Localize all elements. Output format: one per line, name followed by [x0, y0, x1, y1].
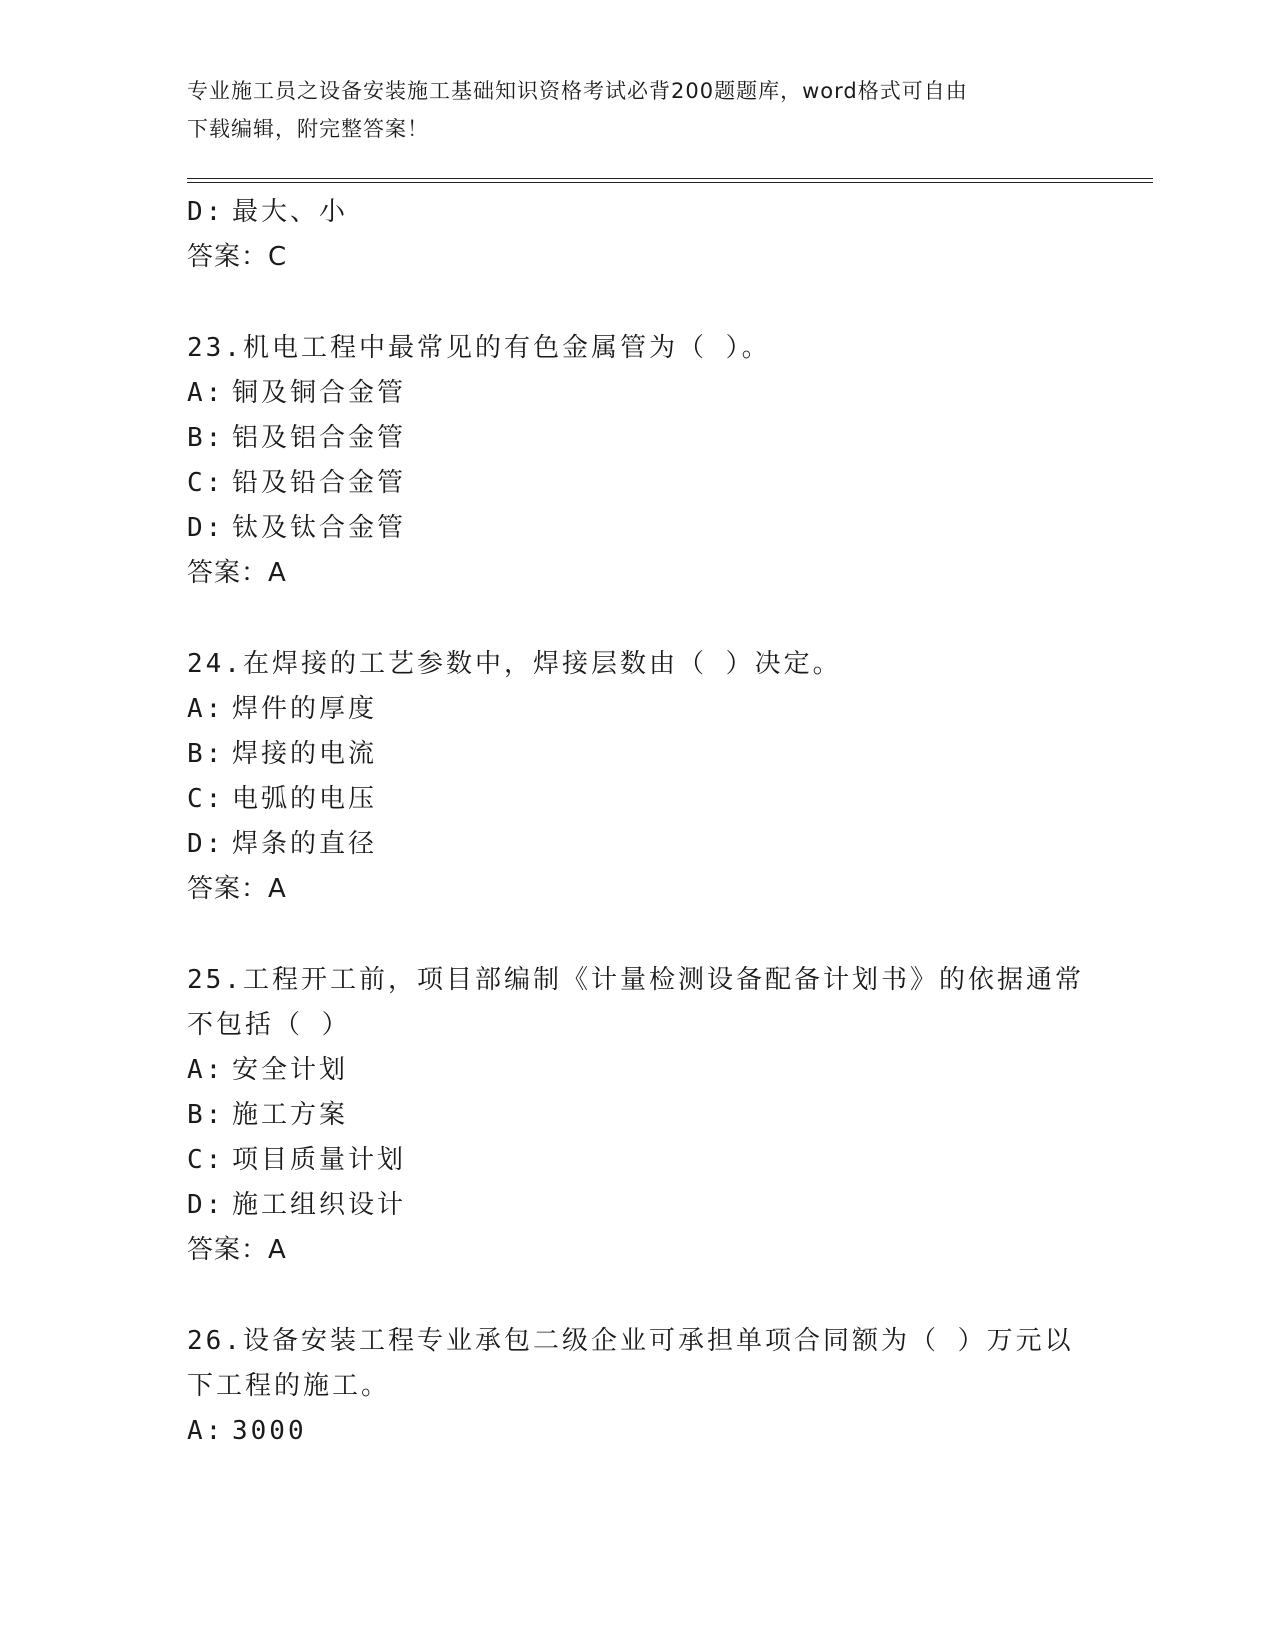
answer: 答案：A [187, 874, 287, 904]
header-divider-top [187, 178, 1153, 179]
option-text: 施工组织设计 [232, 1190, 407, 1220]
option-d [187, 1183, 1087, 1228]
option-text: 焊件的厚度 [232, 694, 378, 724]
question-23 [187, 326, 1087, 596]
option-text: 安全计划 [232, 1055, 349, 1085]
option-text: 电弧的电压 [232, 784, 378, 814]
option-label: A: [187, 694, 225, 724]
option-label: B: [187, 423, 225, 453]
option-label: A: [187, 1055, 225, 1085]
prev-option-d [187, 190, 1087, 235]
spacer [187, 912, 1087, 958]
spacer [187, 596, 1087, 642]
option-text: 焊条的直径 [232, 829, 378, 859]
answer: 答案：A [187, 558, 287, 588]
option-b [187, 416, 1087, 461]
question-stem: 24.在焊接的工艺参数中，焊接层数由（ ）决定。 [187, 649, 842, 679]
option-c [187, 1138, 1087, 1183]
option-d [187, 822, 1087, 867]
spacer [187, 1273, 1087, 1319]
prev-answer: 答案：C [187, 242, 288, 272]
option-label: C: [187, 1145, 225, 1175]
option-text: 钛及钛合金管 [232, 513, 407, 543]
option-text: 3000 [232, 1416, 307, 1446]
option-label: B: [187, 739, 225, 769]
option-d [187, 506, 1087, 551]
question-25 [187, 958, 1087, 1273]
answer: 答案：A [187, 1235, 287, 1265]
header-title-line-2: 下载编辑，附完整答案！ [187, 117, 429, 141]
option-a [187, 1409, 1087, 1454]
option-text: 项目质量计划 [232, 1145, 407, 1175]
option-label: A: [187, 378, 225, 408]
option-text: 铅及铅合金管 [232, 468, 407, 498]
option-text: 铜及铜合金管 [232, 378, 407, 408]
option-c [187, 777, 1087, 822]
page-header [187, 72, 1067, 148]
option-a [187, 371, 1087, 416]
question-list [187, 190, 1087, 1454]
question-24 [187, 642, 1087, 912]
option-label: A: [187, 1416, 225, 1446]
option-a [187, 1048, 1087, 1093]
spacer [187, 280, 1087, 326]
option-label: D: [187, 829, 225, 859]
option-label: C: [187, 784, 225, 814]
header-title-line-1: 专业施工员之设备安装施工基础知识资格考试必背200题题库，word格式可自由 [187, 79, 968, 103]
option-b [187, 732, 1087, 777]
option-text: 焊接的电流 [232, 739, 378, 769]
question-stem-continued: 不包括（ ） [187, 1010, 351, 1040]
option-label: D: [187, 197, 225, 227]
option-label: D: [187, 1190, 225, 1220]
question-stem: 26.设备安装工程专业承包二级企业可承担单项合同额为（ ）万元以 [187, 1326, 1074, 1356]
option-c [187, 461, 1087, 506]
option-label: C: [187, 468, 225, 498]
option-text: 施工方案 [232, 1100, 349, 1130]
option-label: B: [187, 1100, 225, 1130]
header-divider-bottom [187, 182, 1153, 183]
question-stem: 25.工程开工前，项目部编制《计量检测设备配备计划书》的依据通常 [187, 965, 1084, 995]
option-b [187, 1093, 1087, 1138]
option-a [187, 687, 1087, 732]
option-text: 铝及铝合金管 [232, 423, 407, 453]
question-stem: 23.机电工程中最常见的有色金属管为（ ）。 [187, 333, 771, 363]
question-stem-continued: 下工程的施工。 [187, 1371, 391, 1401]
option-text: 最大、小 [232, 197, 349, 227]
question-26 [187, 1319, 1087, 1454]
option-label: D: [187, 513, 225, 543]
